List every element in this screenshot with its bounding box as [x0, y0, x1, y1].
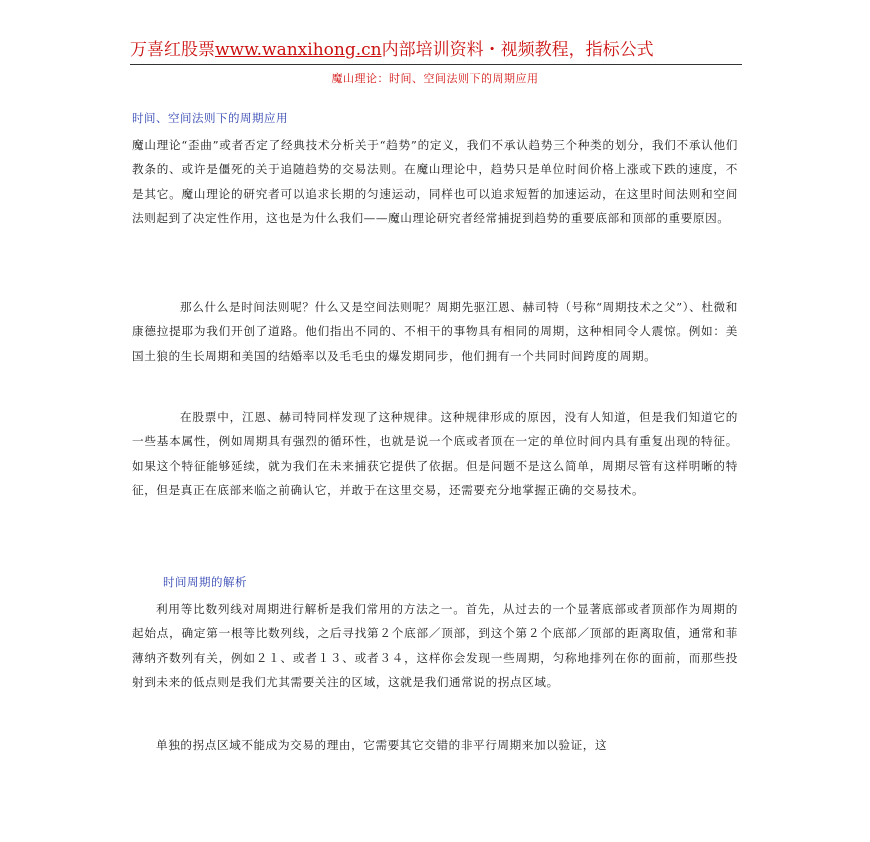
- header-tagline: 内部培训资料・视频教程，指标公式: [381, 40, 654, 60]
- paragraph: 在股票中，江恩、赫司特同样发现了这种规律。这种规律形成的原因，没有人知道，但是我们知道它的一些基本属性，例如周期具有强烈的循环性，也就是说一个底或者顶在一定的单位时间内具有重复出现的特征。如果这个特征能够延续，就为我们在未来捕获它提供了依据。但是问题不是这么简单，周期尽管有这样明晰的特征，但是真正在底部来临之前确认它，并敢于在这里交易，还需要充分地掌握正确的交易技术。: [132, 410, 738, 497]
- header-brand: 万喜红股票: [130, 40, 215, 60]
- page-header: [130, 38, 742, 65]
- paragraph: 魔山理论“歪曲”或者否定了经典技术分析关于“趋势”的定义，我们不承认趋势三个种类的划分，我们不承认他们教条的、或许是僵死的关于追随趋势的交易法则。在魔山理论中，趋势只是单位时间价格上涨或下跌的速度，不是其它。魔山理论的研究者可以追求长期的匀速运动，同样也可以追求短暂的加速运动，在这里时间法则和空间法则起到了决定性作用，这也是为什么我们——魔山理论研究者经常捕捉到趋势的重要底部和顶部的重要原因。: [132, 138, 738, 225]
- section-title: 时间周期的解析: [163, 575, 247, 589]
- document-subtitle: 魔山理论：时间、空间法则下的周期应用: [331, 72, 539, 85]
- header-url-link[interactable]: www.wanxihong.cn: [215, 40, 382, 60]
- section-title: 时间、空间法则下的周期应用: [132, 111, 288, 125]
- paragraph: 单独的拐点区域不能成为交易的理由，它需要其它交错的非平行周期来加以验证，这: [156, 738, 608, 752]
- paragraph: 那么什么是时间法则呢？什么又是空间法则呢？周期先驱江恩、赫司特（号称“周期技术之父”）、杜微和康德拉提耶为我们开创了道路。他们指出不同的、不相干的事物具有相同的周期，这种相同令人震惊。例如：美国土狼的生长周期和美国的结婚率以及毛毛虫的爆发期同步，他们拥有一个共同时间跨度的周期。: [132, 300, 738, 363]
- paragraph: 利用等比数列线对周期进行解析是我们常用的方法之一。首先，从过去的一个显著底部或者顶部作为周期的起始点，确定第一根等比数列线，之后寻找第２个底部／顶部，到这个第２个底部／顶部的距离取值，通常和菲薄纳齐数列有关，例如２１、或者１３、或者３４，这样你会发现一些周期，匀称地排列在你的面前，而那些投射到未来的低点则是我们尤其需要关注的区域，这就是我们通常说的拐点区域。: [132, 602, 738, 689]
